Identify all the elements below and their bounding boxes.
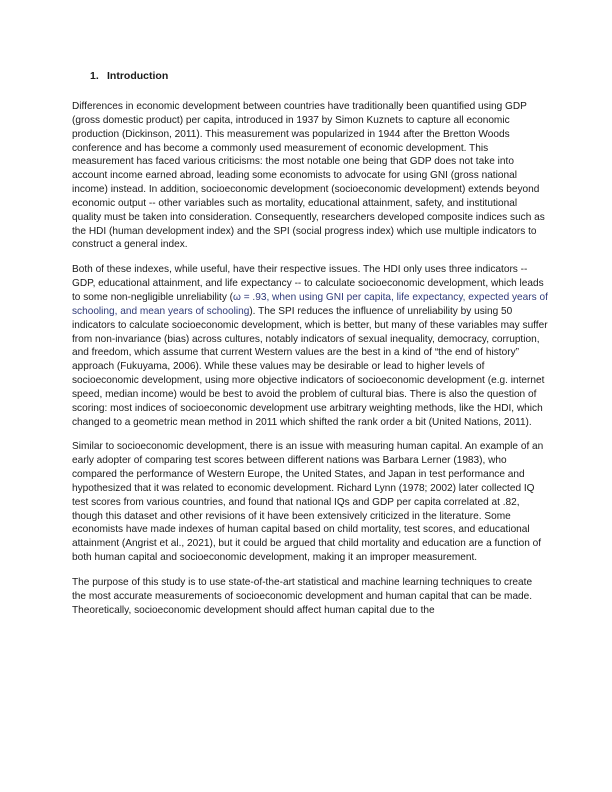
section-title: Introduction (107, 70, 169, 82)
document-page (72, 69, 548, 629)
paragraph-3: Similar to socioeconomic development, there is an issue with measuring human capital. An example of an early adopter of comparing test scores between different nations was Barbara Lerner (1983), who compared the performance of Western Europe, the United States, and Japan in test performance and hypothesized that it was related to economic development. Richard Lynn (1978; 2002) later collected IQ test scores from various countries, and found that national IQs and GDP per capita correlated at .82, though this dataset and other revisions of it have been extensively criticized in the literature. Some economists have made indexes of human capital based on child mortality, test scores, and educational attainment (Angrist et al., 2021), but it could be argued that child mortality and education are a function of both human capital and socioeconomic development, making it an improper measurement. (72, 441, 544, 564)
paragraph-2 (72, 263, 548, 429)
section-number: 1. (90, 70, 99, 82)
reliability-highlight: ω = .93, when using GNI per capita, life expectancy, expected years of schooling, and mean years of schooling (72, 291, 548, 317)
paragraph-2-text-start: Both of these indexes, while useful, have their respective issues. The HDI only uses three indicators -- GDP, educational attainment, and life expectancy -- to calculate socioeconomic development, which leads to some non-negligible unreliability ( (72, 264, 544, 303)
paragraph-1: Differences in economic development between countries have traditionally been quantified using GDP (gross domestic product) per capita, introduced in 1937 by Simon Kuznets to capture all economic production (Dickinson, 2011). This measurement was popularized in 1944 after the Bretton Woods conference and has become a commonly used measurement of economic development. This measurement has faced various criticisms: the most notable one being that GDP does not take into account income earned abroad, leading some economists to advocate for using GNI (gross national income) instead. In addition, socioeconomic development (socioeconomic development) extends beyond economic output -- other variables such as mortality, educational attainment, safety, and institutional quality must be taken into consideration. Consequently, researchers developed composite indices such as the HDI (human development index) and the SPI (social progress index) which use multiple indicators to construct a general index. (72, 101, 545, 251)
section-heading (90, 69, 548, 83)
paragraph-2-text-end: ). The SPI reduces the influence of unreliability by using 50 indicators to calculate socioeconomic development, which is better, but many of these variables may suffer from non-invariance (bias) across cultures, notably indicators of sexual inequality, democracy, corruption, and freedom, which assume that current Western values are the best in a kind of “the end of history” approach (Fukuyama, 2006). While these values may be desirable or lead to higher levels of socioeconomic development, using more objective indicators of socioeconomic development (e.g. internet speed, median income) would be best to avoid the problem of cultural bias. There is also the question of scoring: most indices of socioeconomic development use arbitrary weighting methods, like the HDI, which changed to a geometric mean method in 2011 which shifted the rank order a bit (United Nations, 2011). (72, 305, 548, 428)
paragraph-4: The purpose of this study is to use state-of-the-art statistical and machine learning techniques to create the most accurate measurements of socioeconomic development and human capital that can be made. Theoretically, socioeconomic development should affect human capital due to the (72, 577, 533, 616)
